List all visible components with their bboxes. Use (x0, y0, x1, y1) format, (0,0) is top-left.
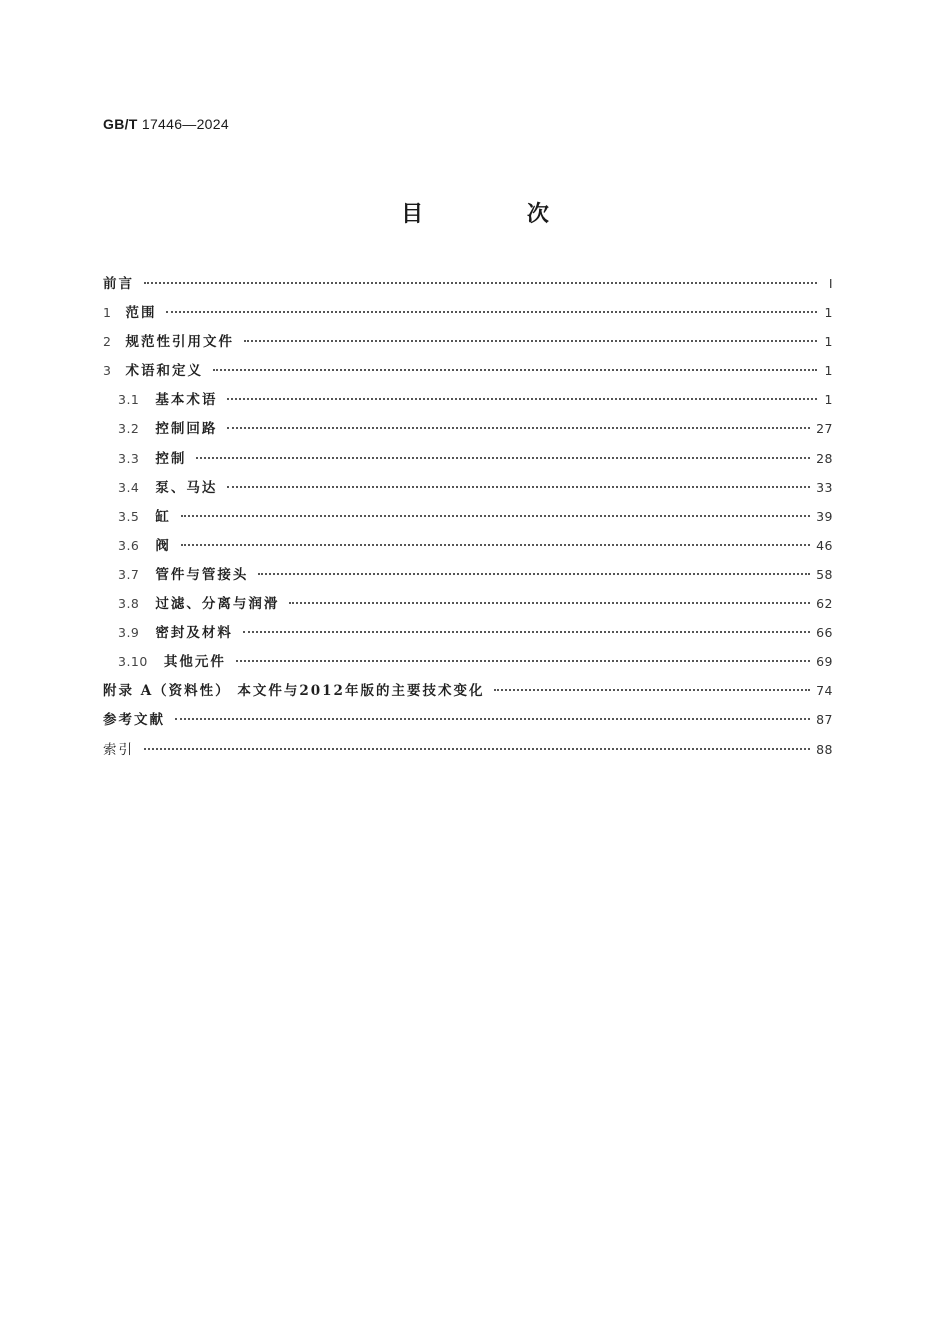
toc-entry-number: 3.3 (118, 450, 140, 466)
toc-entry-page: 1 (824, 392, 833, 408)
toc-entry-terms-definitions[interactable] (103, 359, 833, 388)
document-code (103, 116, 229, 132)
toc-leader-dots (181, 544, 810, 546)
toc-entry-3-9[interactable] (103, 621, 833, 650)
toc-entry-page: 88 (816, 741, 833, 757)
toc-entry-foreword[interactable] (103, 272, 833, 301)
toc-leader-dots (289, 602, 810, 604)
toc-leader-dots (181, 515, 810, 517)
toc-entry-number: 3 (103, 363, 112, 379)
toc-entry-page: Ⅰ (828, 276, 833, 291)
toc-entry-number: 3.10 (118, 654, 148, 670)
page-title: 目 次 (401, 202, 597, 227)
toc-entry-page: 39 (816, 508, 833, 524)
toc-entry-label: 过滤、分离与润滑 (155, 596, 280, 613)
toc-leader-dots (166, 311, 817, 313)
toc-entry-number: 3.2 (118, 421, 140, 437)
toc-entry-3-7[interactable] (103, 563, 833, 592)
toc-entry-label: 泵、马达 (155, 479, 218, 496)
document-code-prefix: GB/T (103, 116, 138, 132)
toc-leader-dots (144, 282, 817, 284)
toc-entry-label: 其他元件 (163, 654, 226, 671)
toc-entry-page: 62 (816, 596, 833, 612)
toc-entry-number: 3.5 (118, 508, 140, 524)
toc-entry-label: 参考文献 (103, 712, 165, 729)
toc-entry-page: 27 (816, 421, 833, 437)
toc-entry-page: 33 (816, 479, 833, 495)
toc-entry-number: 3.7 (118, 566, 140, 582)
toc-entry-label: 规范性引用文件 (125, 334, 234, 351)
toc-entry-label: 管件与管接头 (155, 566, 249, 583)
toc-entry-page: 69 (816, 654, 833, 670)
toc-entry-label: 术语和定义 (125, 363, 203, 380)
toc-leader-dots (236, 660, 810, 662)
toc-leader-dots (227, 486, 810, 488)
toc-entry-label: 阀 (155, 537, 171, 554)
toc-entry-bibliography[interactable] (103, 708, 833, 737)
toc-leader-dots (244, 340, 817, 342)
toc-entry-page: 1 (824, 305, 833, 321)
toc-entry-label: 前言 (103, 276, 134, 292)
toc-entry-page: 87 (816, 712, 833, 728)
toc-entry-3-8[interactable] (103, 592, 833, 621)
toc-entry-3-1[interactable] (103, 388, 833, 417)
toc-entry-3-4[interactable] (103, 476, 833, 505)
toc-entry-label: 索引 (103, 741, 134, 758)
toc-entry-page: 46 (816, 537, 833, 553)
toc-entry-index[interactable] (103, 738, 833, 767)
toc-leader-dots (144, 748, 810, 750)
toc-entry-label: 密封及材料 (155, 625, 233, 642)
toc-entry-number: 3.9 (118, 625, 140, 641)
toc-leader-dots (213, 369, 817, 371)
toc-leader-dots (175, 718, 810, 720)
toc-leader-dots (258, 573, 810, 575)
toc-entry-page: 74 (816, 683, 833, 699)
toc-entry-3-3[interactable] (103, 447, 833, 476)
table-of-contents (103, 272, 833, 767)
toc-leader-dots (243, 631, 810, 633)
toc-entry-label: 控制 (155, 450, 187, 467)
toc-entry-page: 28 (816, 450, 833, 466)
toc-entry-3-6[interactable] (103, 534, 833, 563)
toc-entry-number: 1 (103, 305, 112, 321)
toc-entry-page: 1 (824, 363, 833, 379)
toc-leader-dots (494, 689, 810, 691)
toc-entry-number: 2 (103, 334, 112, 350)
toc-entry-number: 3.8 (118, 596, 140, 612)
toc-entry-normative-references[interactable] (103, 330, 833, 359)
toc-entry-appendix-a[interactable] (103, 679, 833, 708)
toc-entry-label: 控制回路 (155, 421, 218, 438)
toc-entry-3-5[interactable] (103, 505, 833, 534)
toc-entry-number: 3.1 (118, 392, 140, 408)
toc-entry-page: 1 (824, 334, 833, 350)
toc-leader-dots (227, 427, 810, 429)
toc-entry-3-10[interactable] (103, 650, 833, 679)
toc-entry-scope[interactable] (103, 301, 833, 330)
toc-entry-number: 3.6 (118, 537, 140, 553)
toc-entry-label: 基本术语 (155, 392, 218, 409)
toc-entry-label: 缸 (155, 508, 171, 525)
toc-leader-dots (227, 398, 817, 400)
document-code-number: 17446—2024 (141, 116, 229, 132)
toc-entry-3-2[interactable] (103, 417, 833, 446)
toc-entry-page: 66 (816, 625, 833, 641)
toc-leader-dots (196, 457, 810, 459)
toc-entry-page: 58 (816, 566, 833, 582)
toc-entry-label: 附录 A（资料性） 本文件与2012年版的主要技术变化 (103, 683, 485, 700)
toc-entry-number: 3.4 (118, 479, 140, 495)
toc-entry-label: 范围 (125, 305, 157, 322)
